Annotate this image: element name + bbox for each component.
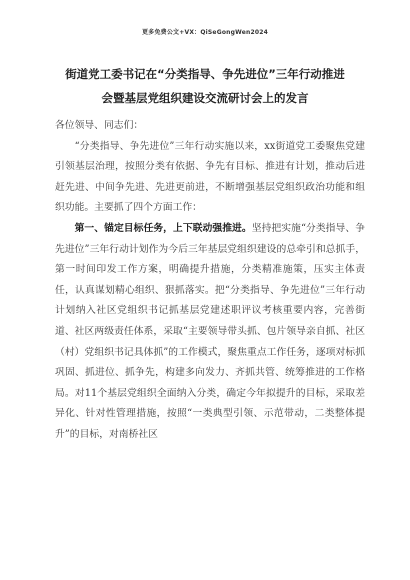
paragraph-first-point (55, 219, 365, 446)
document-body (55, 116, 365, 446)
paragraph-first-point-text: 坚持把实施“分类指导、争先进位”三年行动计划作为今后三年基层党组织建设的总牵引和总抓手，第一时间印发工作方案，明确提升措施，分类精准施策，压实主体责任，认真谋划精心组织、狠抓落实。把“分类指导、争先进位”三年行动计划纳入社区党组织书记抓基层党建述职评议考核重要内容，完善街道、社区两级责任体系，采取“主要领导带头抓、包片领导亲自抓、社区（村）党组织书记具体抓”的工作模式，聚焦重点工作任务，逐项对标抓巩固、抓进位、抓争先，构建多向发力、齐抓共管、统筹推进的工作格局。对11个基层党组织全面纳入分类，确定今年拟提升的目标，采取差异化、针对性管理措施，按照“一类典型引领、示范带动，二类整体提升”的目标，对南桥社区 (55, 222, 365, 440)
salutation: 各位领导、同志们： (55, 120, 144, 131)
paragraph-intro: “分类指导、争先进位”三年行动实施以来，xx街道党工委聚焦党建引领基层治理，按照分类有依据、争先有目标、推进有计划，推动后进赶先进、中间争先进、先进更前进，不断增强基层党组织政治功能和组织功能。主要抓了四个方面工作： (55, 140, 365, 214)
watermark-text: 更多免费公文+VX：QiSeGongWen2024 (142, 29, 268, 36)
document-title-line-1: 街道党工委书记在“分类指导、争先进位”三年行动推进 (65, 67, 345, 81)
section-heading-first: 第一、锚定目标任务，上下联动强推进。 (74, 222, 252, 234)
document-title-line-2: 会暨基层党组织建设交流研讨会上的发言 (101, 91, 309, 105)
